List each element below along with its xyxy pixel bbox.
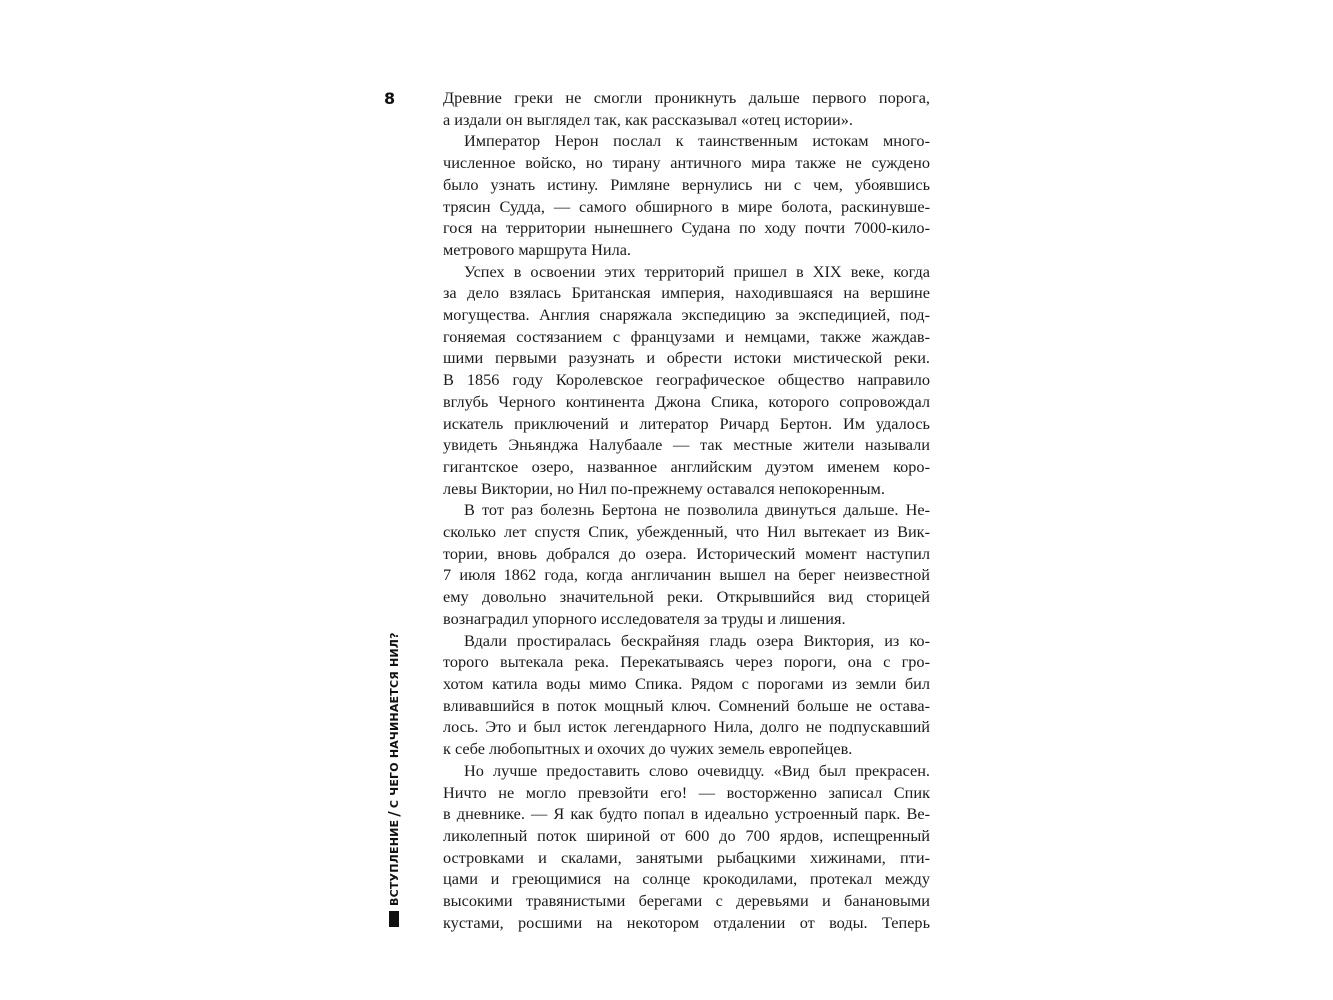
text-line: лось. Это и был исток легендарного Нила, долго не подпускавший (443, 717, 930, 737)
text-line: искатель приключений и литератор Ричард Бертон. Им удалось (443, 413, 930, 433)
text-line: Император Нерон послал к таинственным истокам много- (464, 131, 930, 151)
text-line: гося на территории нынешнего Судана по ходу почти 7000-кило- (443, 218, 930, 238)
text-line: островками и скалами, занятыми рыбацкими хижинами, пти- (443, 847, 930, 867)
paragraph (443, 261, 930, 500)
text-line: могущества. Англия снаряжала экспедицию за экспедицией, под- (443, 305, 930, 325)
text-line: Ничто не могло превзойти его! — восторженно записал Спик (443, 782, 930, 802)
text-line: в дневнике. — Я как будто попал в идеально устроенный парк. Ве- (443, 804, 930, 824)
text-line: ему довольно значительной реки. Открывшийся вид сторицей (443, 587, 930, 607)
paragraph (443, 87, 930, 130)
text-line: было узнать истину. Римляне вернулись ни с чем, убоявшись (443, 174, 930, 194)
running-head-section: ВСТУПЛЕНИЕ (387, 819, 401, 906)
text-line: шими первыми разузнать и обрести истоки мистической реки. (443, 348, 930, 368)
text-line: Но лучше предоставить слово очевидцу. «Вид был прекрасен. (464, 760, 930, 780)
text-line: гоняемая состязанием с французами и немцами, также жаждав- (443, 326, 930, 346)
text-line: левы Виктории, но Нил по-прежнему оставался непокоренным. (443, 478, 885, 498)
text-line: численное войско, но тирану античного мира также не суждено (443, 153, 930, 173)
text-line: трясин Судда, — самого обширного в мире болота, раскинувше- (443, 196, 930, 216)
running-head-bar (389, 911, 399, 927)
text-line: торого вытекала река. Перекатываясь через пороги, она с гро- (443, 652, 930, 672)
text-line: тории, вновь добрался до озера. Исторический момент наступил (443, 543, 930, 563)
text-line: за дело взялась Британская империя, находившаяся на вершине (443, 283, 930, 303)
text-line: кустами, росшими на некотором отдалении от воды. Теперь (443, 912, 930, 932)
text-line: В тот раз болезнь Бертона не позволила двинуться дальше. Не- (464, 500, 930, 520)
text-line: сколько лет спустя Спик, убежденный, что Нил вытекает из Вик- (443, 522, 930, 542)
text-line: цами и греющимися на солнце крокодилами, протекал между (443, 869, 930, 889)
text-line: метрового маршрута Нила. (443, 239, 631, 259)
paragraph (443, 760, 930, 934)
paragraph (443, 499, 930, 629)
text-line: В 1856 году Королевское географическое общество направило (443, 370, 930, 390)
text-line: а издали он выглядел так, как рассказывал «отец истории». (443, 109, 853, 129)
text-line: 7 июля 1862 года, когда англичанин вышел на берег неизвестной (443, 565, 930, 585)
text-line: Древние греки не смогли проникнуть дальше первого порога, (443, 88, 930, 107)
text-line: вознаградил упорного исследователя за труды и лишения. (443, 608, 846, 628)
page-number: 8 (384, 89, 396, 108)
running-head-separator: / (385, 811, 403, 817)
text-line: Вдали простиралась бескрайняя гладь озера Виктория, из ко- (464, 630, 930, 650)
text-line: гигантское озеро, названное английским дуэтом именем коро- (443, 456, 930, 476)
text-line: вливавшийся в поток мощный ключ. Сомнений больше не остава- (443, 695, 930, 715)
text-line: хотом катила воды мимо Спика. Рядом с порогами из земли бил (443, 673, 930, 693)
paragraph (443, 630, 930, 760)
running-head (385, 632, 403, 927)
running-head-chapter: С ЧЕГО НАЧИНАЕТСЯ НИЛ? (387, 632, 401, 809)
text-line: ликолепный поток шириной от 600 до 700 ярдов, испещренный (443, 825, 930, 845)
text-line: высокими травянистыми берегами с деревьями и банановыми (443, 891, 930, 911)
text-line: увидеть Эньянджа Налубаале — так местные жители называли (443, 435, 930, 455)
text-line: вглубь Черного континента Джона Спика, которого сопровождал (443, 391, 930, 411)
text-line: к себе любопытных и охочих до чужих земель европейцев. (443, 739, 853, 759)
text-line: Успех в освоении этих территорий пришел в XIX веке, когда (464, 261, 930, 281)
paragraph (443, 130, 930, 260)
body-text (443, 87, 930, 933)
